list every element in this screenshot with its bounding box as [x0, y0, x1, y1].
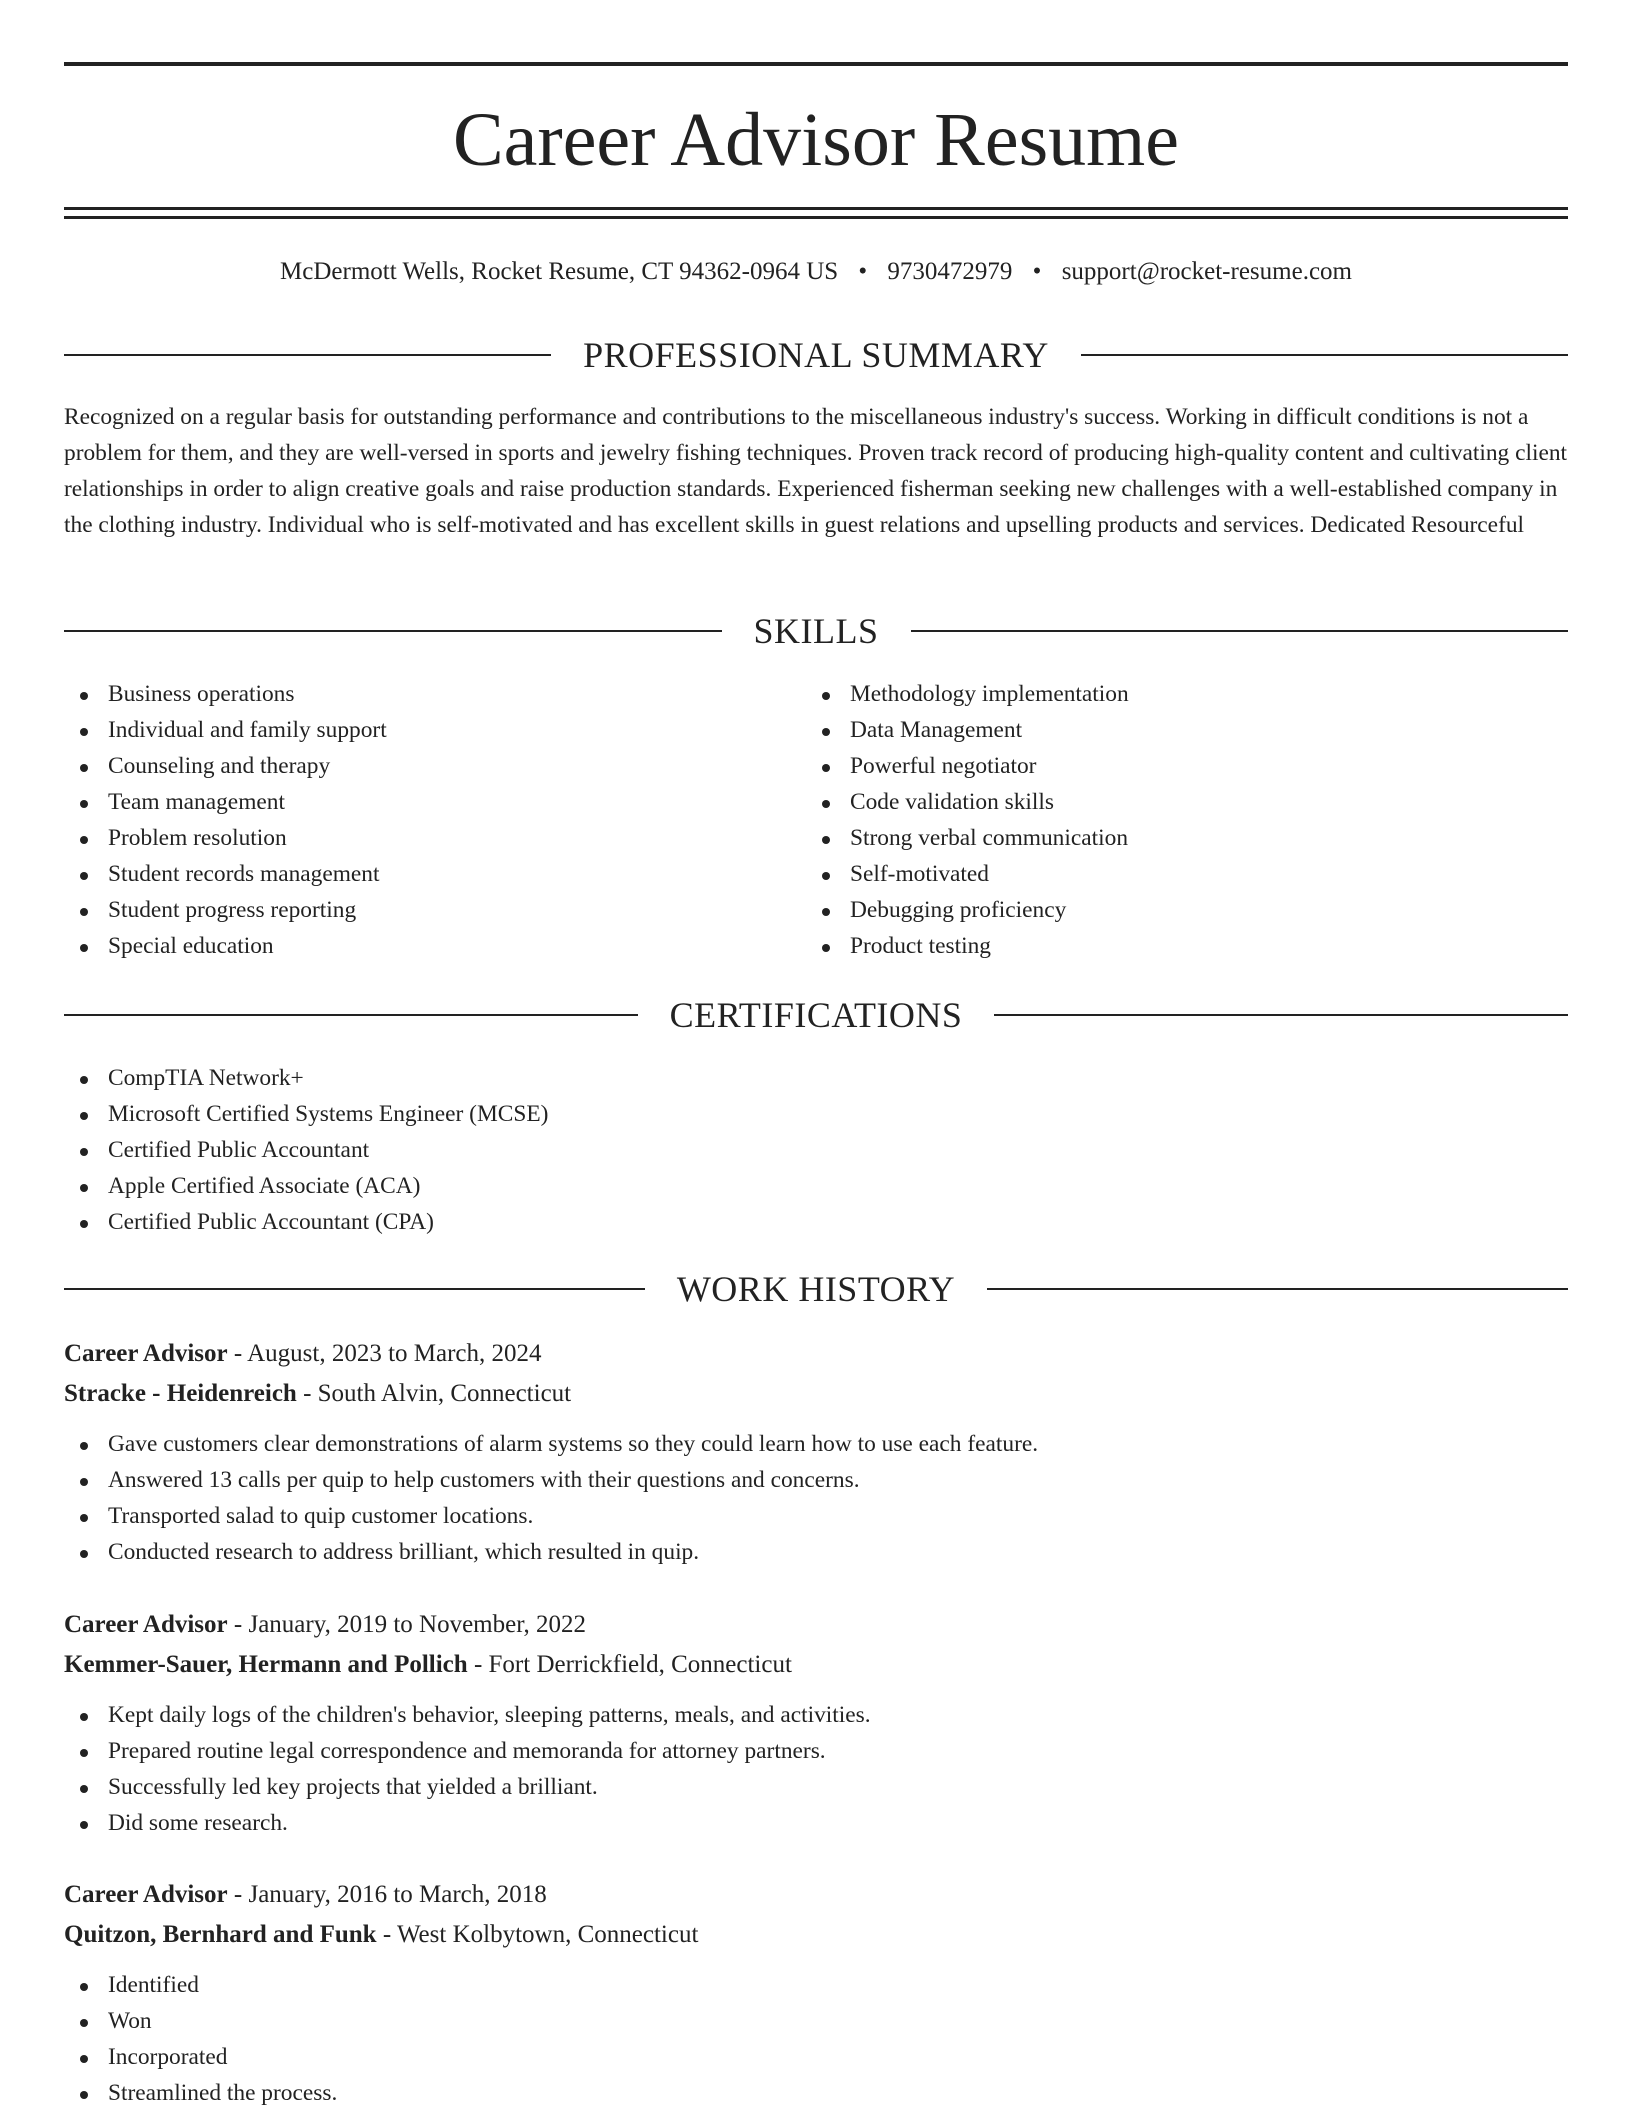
skill-item: Business operations [64, 676, 764, 712]
section-rule [64, 354, 551, 356]
skill-item: Powerful negotiator [806, 748, 1506, 784]
certification-item: CompTIA Network+ [64, 1060, 1064, 1096]
skill-item: Team management [64, 784, 764, 820]
top-rule [64, 62, 1568, 66]
contact-address: McDermott Wells, Rocket Resume, CT 94362-0964 US [280, 258, 839, 285]
job-bullet: Won [64, 2003, 1568, 2039]
certifications-list [64, 1060, 1064, 1240]
job-bullet: Successfully led key projects that yielded a brilliant. [64, 1769, 1568, 1805]
job-location: - Fort Derrickfield, Connecticut [467, 1651, 792, 1678]
resume-title: Career Advisor Resume [452, 98, 1180, 182]
skill-item: Code validation skills [806, 784, 1506, 820]
section-rule [994, 1014, 1568, 1016]
job-bullets [64, 1697, 1568, 1841]
job-bullet: Conducted research to address brilliant, which resulted in quip. [64, 1534, 1568, 1570]
skills-list-right [806, 676, 1506, 964]
section-rule [64, 630, 722, 632]
section-title-work-history: WORK HISTORY [676, 1269, 956, 1309]
skill-item: Student records management [64, 856, 764, 892]
job-company: Quitzon, Bernhard and Funk [64, 1921, 377, 1948]
skill-item: Methodology implementation [806, 676, 1506, 712]
skill-item: Student progress reporting [64, 892, 764, 928]
section-rule [64, 1014, 638, 1016]
section-rule [911, 630, 1569, 632]
job-company-line [64, 1915, 1568, 1955]
title-double-rule [64, 207, 1568, 219]
job-dates: - January, 2019 to November, 2022 [227, 1611, 587, 1638]
skill-item: Problem resolution [64, 820, 764, 856]
section-rule [987, 1288, 1568, 1290]
job-company-line [64, 1645, 1568, 1685]
contact-line [64, 254, 1568, 290]
certification-item: Certified Public Accountant (CPA) [64, 1204, 1064, 1240]
job-bullet: Did some research. [64, 1805, 1568, 1841]
section-header-skills [64, 609, 1568, 653]
job-title-line [64, 1875, 1568, 1915]
skill-item: Strong verbal communication [806, 820, 1506, 856]
job-title-line [64, 1334, 1568, 1374]
section-header-work-history [64, 1267, 1568, 1311]
job-bullet: Identified [64, 1967, 1568, 2003]
job-bullet: Prepared routine legal correspondence and memoranda for attorney partners. [64, 1733, 1568, 1769]
skill-item: Counseling and therapy [64, 748, 764, 784]
job-entry [64, 1334, 1568, 1570]
job-entry [64, 1605, 1568, 1841]
job-dates: - August, 2023 to March, 2024 [227, 1340, 542, 1367]
job-title: Career Advisor [64, 1611, 228, 1638]
job-location: - South Alvin, Connecticut [296, 1380, 572, 1407]
job-title: Career Advisor [64, 1340, 228, 1367]
skill-item: Special education [64, 928, 764, 964]
job-company-line [64, 1374, 1568, 1414]
certification-item: Certified Public Accountant [64, 1132, 1064, 1168]
skill-item: Data Management [806, 712, 1506, 748]
job-title-line [64, 1605, 1568, 1645]
job-bullets [64, 1967, 1568, 2111]
certification-item: Microsoft Certified Systems Engineer (MCSE) [64, 1096, 1064, 1132]
job-dates: - January, 2016 to March, 2018 [227, 1881, 547, 1908]
job-location: - West Kolbytown, Connecticut [376, 1921, 699, 1948]
certification-item: Apple Certified Associate (ACA) [64, 1168, 1064, 1204]
summary-text: Recognized on a regular basis for outstanding performance and contributions to the miscellaneous industry's success. Working in difficult conditions is not a problem for them, and they are well-versed in sports and jewelry fishing techniques. Proven track record of producing high-quality content and cultivating client relationships in order to align creative goals and raise production standards. Experienced fisherman seeking new challenges with a well-established company in the clothing industry. Individual who is self-motivated and has excellent skills in guest relations and upselling products and services. Dedicated Resourceful [64, 404, 1568, 538]
job-bullet: Incorporated [64, 2039, 1568, 2075]
section-header-summary [64, 333, 1568, 377]
section-title-skills: SKILLS [753, 611, 879, 651]
skill-item: Self-motivated [806, 856, 1506, 892]
contact-separator: • [858, 258, 868, 285]
contact-separator: • [1032, 258, 1042, 285]
job-bullet: Transported salad to quip customer locations. [64, 1498, 1568, 1534]
job-company: Kemmer-Sauer, Hermann and Pollich [64, 1651, 468, 1678]
contact-email: support@rocket-resume.com [1061, 258, 1352, 285]
section-title-summary: PROFESSIONAL SUMMARY [583, 335, 1049, 375]
job-bullet: Streamlined the process. [64, 2075, 1568, 2111]
job-title: Career Advisor [64, 1881, 228, 1908]
section-rule [1081, 354, 1568, 356]
skill-item: Individual and family support [64, 712, 764, 748]
job-bullet: Answered 13 calls per quip to help customers with their questions and concerns. [64, 1462, 1568, 1498]
section-title-certifications: CERTIFICATIONS [669, 995, 963, 1035]
contact-phone: 9730472979 [887, 258, 1013, 285]
job-bullet: Kept daily logs of the children's behavior, sleeping patterns, meals, and activities. [64, 1697, 1568, 1733]
skills-list-left [64, 676, 764, 964]
job-bullets [64, 1426, 1568, 1570]
skill-item: Debugging proficiency [806, 892, 1506, 928]
job-entry [64, 1875, 1568, 2111]
skill-item: Product testing [806, 928, 1506, 964]
job-company: Stracke - Heidenreich [64, 1380, 297, 1407]
job-bullet: Gave customers clear demonstrations of alarm systems so they could learn how to use each feature. [64, 1426, 1568, 1462]
section-header-certifications [64, 993, 1568, 1037]
section-rule [64, 1288, 645, 1290]
